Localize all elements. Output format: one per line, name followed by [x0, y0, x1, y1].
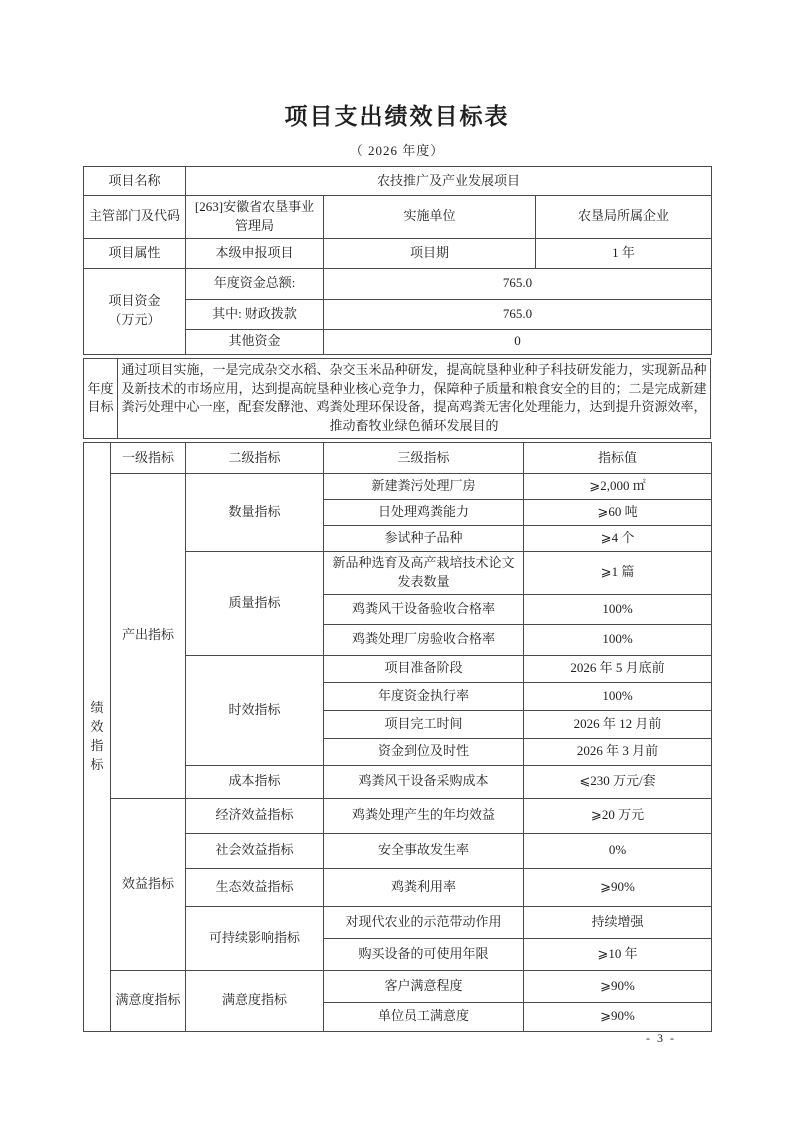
- header-level3: 三级指标: [324, 443, 524, 474]
- subgroup-social-label: 社会效益指标: [186, 833, 324, 868]
- indicator-name-cell: 新建粪污处理厂房: [324, 474, 524, 500]
- table-row: [84, 443, 712, 474]
- annual-goal-text: 通过项目实施，一是完成杂交水稻、杂交玉米品种研发，提高皖垦种业种子科技研发能力，实现新品种及新技术的市场应用，达到提高皖垦种业核心竞争力，保障种子质量和粮食安全的目的；二是完成新建粪污处理中心一座，配套发酵池、鸡粪处理环保设备，提高鸡粪无害化处理能力，达到提升资源效率，推动畜牧业绿色循环发展目的: [118, 358, 711, 438]
- project-name-label: 项目名称: [84, 167, 186, 196]
- indicator-name-cell: 安全事故发生率: [324, 833, 524, 868]
- indicator-name-cell: 项目准备阶段: [324, 655, 524, 682]
- funds-other-label: 其他资金: [186, 329, 324, 354]
- subgroup-quantity-label: 数量指标: [186, 474, 324, 552]
- header-level2: 二级指标: [186, 443, 324, 474]
- table-row: [84, 798, 712, 833]
- project-attr-value: 本级申报项目: [186, 238, 324, 268]
- indicator-name-cell: 客户满意程度: [324, 970, 524, 1002]
- indicator-name-cell: 日处理鸡粪能力: [324, 500, 524, 526]
- project-info-table: [83, 166, 712, 355]
- indicator-value-cell: 持续增强: [524, 906, 712, 938]
- table-row: [84, 358, 711, 438]
- funds-total-value: 765.0: [324, 268, 712, 299]
- indicator-value-cell: ⩾20 万元: [524, 798, 712, 833]
- indicator-name-cell: 新品种选育及高产栽培技术论文发表数量: [324, 552, 524, 595]
- project-attr-label: 项目属性: [84, 238, 186, 268]
- indicator-value-cell: 2026 年 12 月前: [524, 710, 712, 738]
- indicator-name-cell: 资金到位及时性: [324, 738, 524, 765]
- indicator-name-cell: 购买设备的可使用年限: [324, 938, 524, 970]
- indicator-value-cell: ⩾4 个: [524, 526, 712, 552]
- table-row: [84, 238, 712, 268]
- page-title: 项目支出绩效目标表: [284, 104, 510, 129]
- header-level1: 一级指标: [111, 443, 186, 474]
- indicators-side-label: 绩效指标: [84, 443, 111, 1032]
- subgroup-timeliness-label: 时效指标: [186, 655, 324, 765]
- indicator-name-cell: 鸡粪处理厂房验收合格率: [324, 624, 524, 655]
- table-row: [84, 196, 712, 239]
- indicator-value-cell: 100%: [524, 594, 712, 624]
- indicator-value-cell: ⩾90%: [524, 868, 712, 906]
- project-name-value: 农技推广及产业发展项目: [186, 167, 712, 196]
- indicator-name-cell: 项目完工时间: [324, 710, 524, 738]
- indicator-value-cell: 2026 年 3 月前: [524, 738, 712, 765]
- table-row: [84, 970, 712, 1002]
- subgroup-ecological-label: 生态效益指标: [186, 868, 324, 906]
- project-period-label: 项目期: [324, 238, 536, 268]
- indicator-value-cell: ⩾10 年: [524, 938, 712, 970]
- subgroup-quality-label: 质量指标: [186, 552, 324, 656]
- indicator-name-cell: 鸡粪利用率: [324, 868, 524, 906]
- indicator-name-cell: 鸡粪处理产生的年均效益: [324, 798, 524, 833]
- funds-total-label: 年度资金总额:: [186, 268, 324, 299]
- implement-unit-label: 实施单位: [324, 196, 536, 239]
- indicator-value-cell: ⩾2,000 ㎡: [524, 474, 712, 500]
- funds-label-text: 项目资金（万元）: [108, 293, 161, 328]
- indicator-value-cell: ⩾90%: [524, 1002, 712, 1031]
- indicator-value-cell: ⩽230 万元/套: [524, 765, 712, 798]
- page-number: - 3 -: [646, 1031, 676, 1045]
- page-subtitle: （ 2026 年度）: [349, 143, 445, 158]
- indicator-value-cell: 2026 年 5 月底前: [524, 655, 712, 682]
- implement-unit-value: 农垦局所属企业: [536, 196, 712, 239]
- indicator-value-cell: 100%: [524, 682, 712, 710]
- funds-other-value: 0: [324, 329, 712, 354]
- indicator-value-cell: ⩾90%: [524, 970, 712, 1002]
- indicator-value-cell: 100%: [524, 624, 712, 655]
- header-value: 指标值: [524, 443, 712, 474]
- group-output-label: 产出指标: [111, 474, 186, 799]
- annual-goal-table: [83, 358, 711, 439]
- subgroup-satisfaction-label: 满意度指标: [186, 970, 324, 1031]
- group-satisfaction-label: 满意度指标: [111, 970, 186, 1031]
- indicator-name-cell: 鸡粪风干设备验收合格率: [324, 594, 524, 624]
- annual-goal-label: 年度目标: [84, 358, 118, 438]
- form-body: [83, 166, 711, 1032]
- indicator-value-cell: ⩾60 吨: [524, 500, 712, 526]
- table-row: [84, 474, 712, 500]
- indicator-name-cell: 参试种子品种: [324, 526, 524, 552]
- indicator-name-cell: 对现代农业的示范带动作用: [324, 906, 524, 938]
- dept-code-label: 主管部门及代码: [84, 196, 186, 239]
- group-benefit-label: 效益指标: [111, 798, 186, 970]
- table-row: [84, 167, 712, 196]
- funds-fiscal-label: 其中: 财政拨款: [186, 299, 324, 329]
- subgroup-sustainable-label: 可持续影响指标: [186, 906, 324, 970]
- dept-code-value: [263]安徽省农垦事业管理局: [186, 196, 324, 239]
- indicator-value-cell: ⩾1 篇: [524, 552, 712, 595]
- funds-label: [84, 268, 186, 354]
- indicator-name-cell: 年度资金执行率: [324, 682, 524, 710]
- subgroup-economic-label: 经济效益指标: [186, 798, 324, 833]
- indicator-value-cell: 0%: [524, 833, 712, 868]
- indicators-table: [83, 442, 712, 1032]
- indicator-name-cell: 鸡粪风干设备采购成本: [324, 765, 524, 798]
- funds-fiscal-value: 765.0: [324, 299, 712, 329]
- subgroup-cost-label: 成本指标: [186, 765, 324, 798]
- project-period-value: 1 年: [536, 238, 712, 268]
- table-row: [84, 268, 712, 299]
- indicator-name-cell: 单位员工满意度: [324, 1002, 524, 1031]
